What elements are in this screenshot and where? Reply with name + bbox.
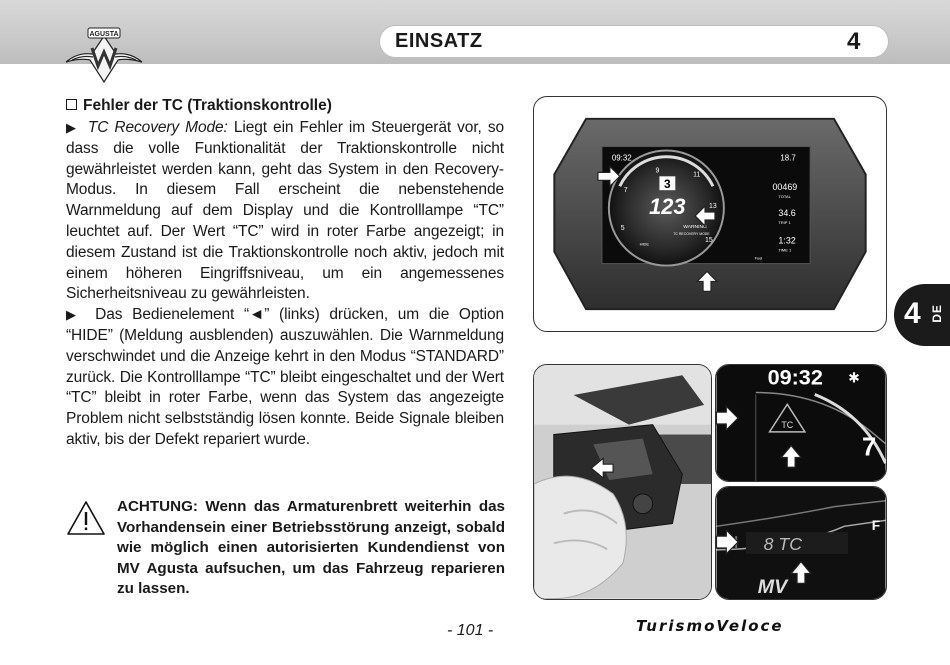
brand-logo-text: TurismoVeloce	[636, 617, 784, 635]
side-tab-number: 4	[904, 297, 921, 330]
subsection-title	[66, 96, 504, 116]
detail-edge-letter: F	[871, 518, 881, 534]
chapter-number: 4	[847, 28, 861, 55]
tc-lamp-illustration	[716, 365, 886, 481]
tach-tick: 9	[655, 167, 660, 175]
dash-fuel-label: Fuel	[754, 255, 763, 261]
dash-warning-title: WARNING	[683, 224, 707, 230]
dashboard-illustration	[534, 97, 886, 331]
paragraph-body: Liegt ein Fehler im Steuergerät vor, so dass die volle Funktionalität der Traktionskontrolle nicht gewährleistet werden kann, geht das System in den Recovery-Modus. In diesem Fall erscheint die nebenstehende Warnmeldung auf dem Display und die Kontrolllampe “TC” leuchtet auf. Der Wert “TC” wird in roter Farbe angezeigt; in diesem Zustand ist die Traktionskontrolle noch aktiv, jedoch mit einem höheren Eingriffsniveau, um ein angemessenes Sicherheitsniveau zu gewährleisten.	[66, 119, 504, 303]
dash-clock: 09:32	[611, 153, 632, 163]
tc-lamp-label: TC	[781, 419, 794, 430]
dash-trip1: 34.6	[778, 207, 796, 218]
figure-tc-value-detail	[715, 486, 887, 600]
tach-tick: 13	[709, 203, 717, 211]
dash-gear: 3	[664, 177, 671, 192]
bluetooth-icon: ✱	[848, 370, 860, 386]
paragraph-lead: TC Recovery Mode:	[87, 119, 228, 136]
tach-tick: 7	[623, 187, 628, 195]
dash-hide-label: HIDE	[639, 241, 650, 247]
dash-warning-sub: TC RECOVERY MODE	[673, 231, 710, 236]
paragraph-recovery-mode	[66, 118, 504, 305]
bullet-triangle-icon: ▶	[66, 120, 78, 135]
dash-speed: 123	[649, 194, 686, 219]
page-number: - 101 -	[447, 622, 494, 639]
detail-mv-badge: MV	[757, 576, 788, 599]
dash-temperature: 18.7	[780, 153, 796, 163]
detail-clock: 09:32	[767, 365, 823, 390]
bullet-triangle-icon: ▶	[66, 307, 82, 323]
detail-tach-value: 7	[861, 433, 877, 462]
tach-tick: 11	[693, 171, 701, 179]
figure-handlebar-control	[533, 364, 712, 600]
dash-odometer: 00469	[772, 182, 798, 193]
section-header-title: EINSATZ	[395, 30, 483, 52]
tc-value-illustration	[716, 487, 886, 599]
handlebar-illustration	[534, 365, 711, 599]
brand-logo	[636, 617, 886, 639]
subsection-title-text: Fehler der TC (Traktionskontrolle)	[83, 97, 332, 114]
side-tab-language: DE	[930, 304, 944, 323]
tach-tick: 5	[620, 224, 625, 232]
text-column	[66, 96, 504, 451]
dash-trip1-label: TRIP 1	[778, 219, 791, 225]
dash-time1: 1:32	[778, 235, 796, 246]
tach-tick: 15	[705, 236, 713, 244]
figure-tc-lamp-detail	[715, 364, 887, 482]
detail-tc-value: 8 TC	[763, 533, 802, 554]
dash-odometer-label: TOTAL	[778, 194, 791, 200]
paragraph-body: Das Bedienelement “◄” (links) drücken, um die Option “HIDE” (Meldung ausblenden) auszuwählen. Die Warnmeldung verschwindet und die Anzeige kehrt in den Modus “STANDARD” zurück. Die Kontrolllampe “TC” bleibt eingeschaltet und der Wert “TC” bleibt in roter Farbe, wenn das System das angezeigte Problem nicht selbstständig lösen konnte. Beide Signale bleiben aktiv, bis der Defekt repariert wurde.	[66, 306, 504, 448]
figure-dashboard	[533, 96, 887, 332]
checkbox-square-icon	[66, 99, 77, 110]
paragraph-hide-option	[66, 305, 504, 451]
warning-triangle-icon	[66, 500, 106, 536]
mv-agusta-logo	[58, 22, 150, 88]
warning-text: ACHTUNG: Wenn das Armaturenbrett weiterhin das Vorhandensein einer Betriebsstörung anzeigt, sobald wie möglich einen autorisierten Kundendienst von MV Agusta aufsuchen, um das Fahrzeug reparieren zu lassen.	[117, 498, 505, 598]
logo-text: AGUSTA	[89, 31, 119, 38]
dash-time1-label: TIME 1	[778, 247, 792, 253]
